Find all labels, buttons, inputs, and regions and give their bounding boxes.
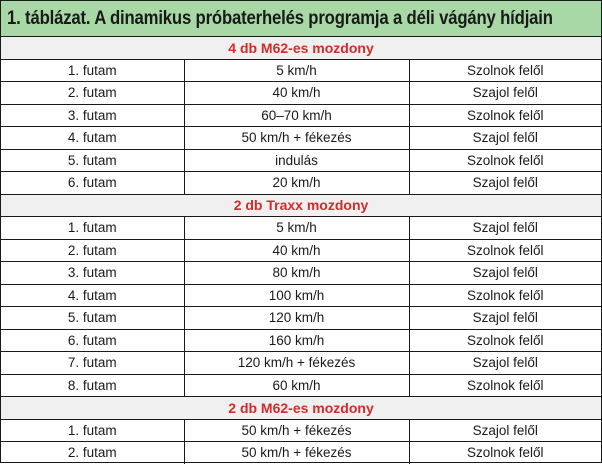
table-row: [1, 127, 601, 150]
run-number-cell: 2. futam: [1, 82, 184, 105]
speed-cell: 5 km/h: [184, 217, 409, 240]
speed-cell: 50 km/h + fékezés: [184, 127, 409, 150]
direction-cell: Szajol felől: [409, 352, 601, 375]
direction-cell: Szajol felől: [409, 127, 601, 150]
speed-cell: 20 km/h: [184, 172, 409, 195]
direction-cell: Szolnok felől: [409, 104, 601, 127]
run-number-cell: 5. futam: [1, 149, 184, 172]
table-row: [1, 352, 601, 375]
speed-cell: 60 km/h: [184, 374, 409, 397]
speed-cell: 100 km/h: [184, 284, 409, 307]
table-row: [1, 374, 601, 397]
run-number-cell: 2. futam: [1, 442, 184, 464]
run-number-cell: 4. futam: [1, 127, 184, 150]
speed-cell: 50 km/h + fékezés: [184, 419, 409, 442]
table-row: [1, 149, 601, 172]
direction-cell: Szolnok felől: [409, 149, 601, 172]
direction-cell: Szajol felől: [409, 217, 601, 240]
table-row: [1, 442, 601, 464]
section-heading: 4 db M62-es mozdony: [1, 37, 601, 59]
run-number-cell: 3. futam: [1, 262, 184, 285]
direction-cell: Szolnok felől: [409, 374, 601, 397]
direction-cell: Szajol felől: [409, 419, 601, 442]
run-number-cell: 1. futam: [1, 59, 184, 82]
speed-cell: 50 km/h + fékezés: [184, 442, 409, 464]
table-row: [1, 262, 601, 285]
section-header-row: [1, 397, 601, 420]
speed-cell: 40 km/h: [184, 82, 409, 105]
table-title-bar: [1, 1, 601, 37]
table-row: [1, 307, 601, 330]
section-header-row: [1, 194, 601, 217]
table-row: [1, 104, 601, 127]
speed-cell: 5 km/h: [184, 59, 409, 82]
speed-cell: 60–70 km/h: [184, 104, 409, 127]
direction-cell: Szajol felől: [409, 307, 601, 330]
run-number-cell: 2. futam: [1, 239, 184, 262]
section-header-row: [1, 37, 601, 59]
direction-cell: Szajol felől: [409, 172, 601, 195]
direction-cell: Szajol felől: [409, 82, 601, 105]
direction-cell: Szolnok felől: [409, 59, 601, 82]
run-number-cell: 1. futam: [1, 217, 184, 240]
speed-cell: 160 km/h: [184, 329, 409, 352]
table-title: 1. táblázat. A dinamikus próbaterhelés programja a déli vágány hídjain: [7, 7, 553, 29]
run-number-cell: 4. futam: [1, 284, 184, 307]
table-row: [1, 172, 601, 195]
table-row: [1, 329, 601, 352]
section-heading: 2 db Traxx mozdony: [1, 194, 601, 217]
run-number-cell: 5. futam: [1, 307, 184, 330]
run-number-cell: 7. futam: [1, 352, 184, 375]
section-heading: 2 db M62-es mozdony: [1, 397, 601, 420]
speed-cell: indulás: [184, 149, 409, 172]
run-number-cell: 6. futam: [1, 172, 184, 195]
table-body: [1, 37, 601, 464]
run-number-cell: 6. futam: [1, 329, 184, 352]
speed-cell: 80 km/h: [184, 262, 409, 285]
run-number-cell: 3. futam: [1, 104, 184, 127]
speed-cell: 120 km/h + fékezés: [184, 352, 409, 375]
direction-cell: Szolnok felől: [409, 442, 601, 464]
direction-cell: Szolnok felől: [409, 284, 601, 307]
table-row: [1, 239, 601, 262]
test-program-table: [1, 37, 601, 464]
table-row: [1, 82, 601, 105]
speed-cell: 40 km/h: [184, 239, 409, 262]
table-row: [1, 284, 601, 307]
run-number-cell: 1. futam: [1, 419, 184, 442]
table-row: [1, 419, 601, 442]
direction-cell: Szolnok felől: [409, 329, 601, 352]
direction-cell: Szolnok felől: [409, 239, 601, 262]
run-number-cell: 8. futam: [1, 374, 184, 397]
speed-cell: 120 km/h: [184, 307, 409, 330]
direction-cell: Szajol felől: [409, 262, 601, 285]
table-row: [1, 59, 601, 82]
table-row: [1, 217, 601, 240]
